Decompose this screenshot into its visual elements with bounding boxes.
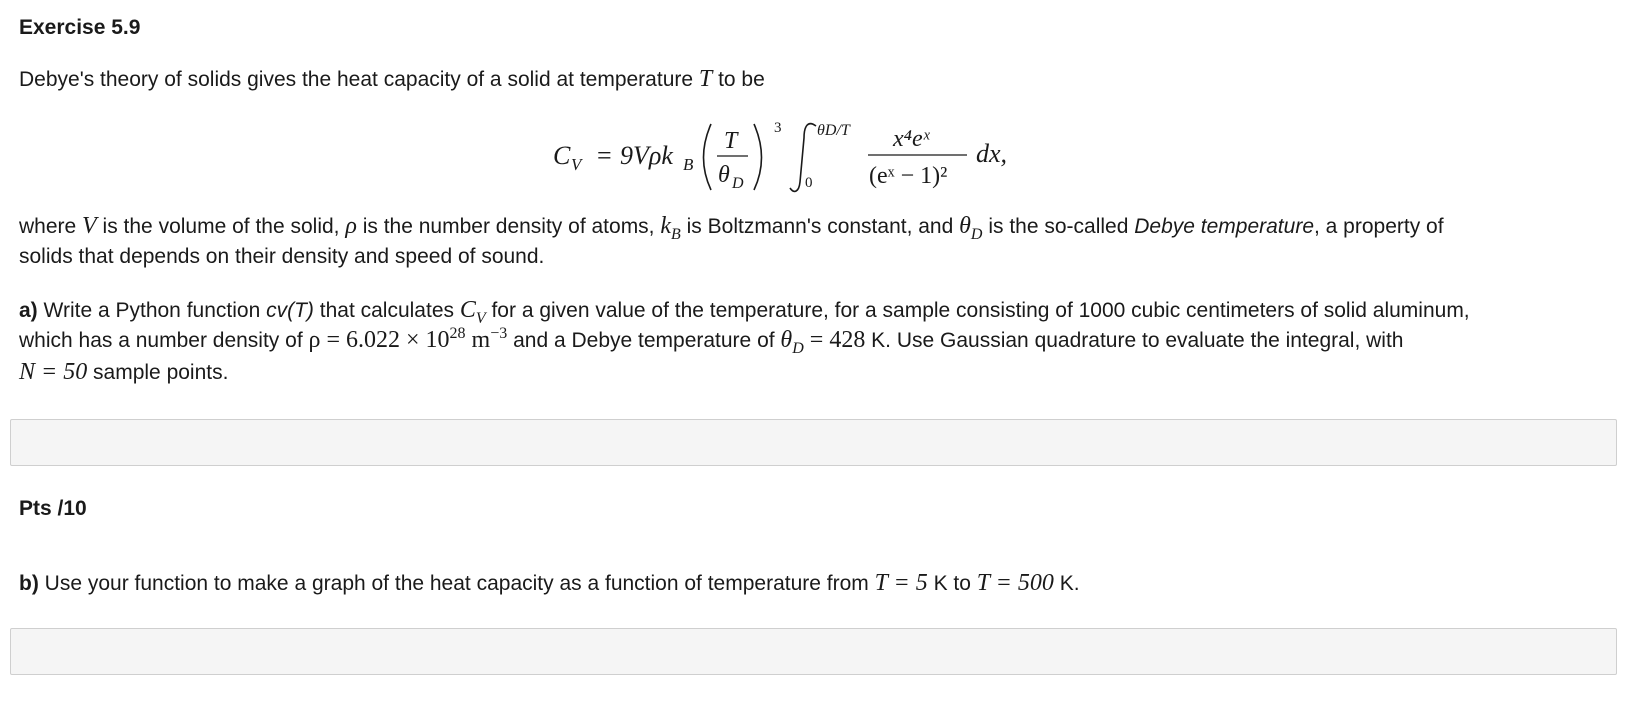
differential: dx, <box>976 139 1008 168</box>
part-a-label: a) <box>19 299 38 322</box>
part-b-text: K. <box>1053 572 1080 595</box>
where-text: is Boltzmann's constant, and <box>680 215 960 238</box>
var-T: T <box>698 66 713 92</box>
function-name: cv(T) <box>266 299 314 322</box>
integral-upper-limit: θD/T <box>817 122 850 139</box>
where-text: , a property of <box>1314 215 1444 238</box>
part-a-text: Write a Python function <box>37 299 267 322</box>
var-C-sub: V <box>475 310 486 327</box>
answer-box-a[interactable] <box>10 419 1617 466</box>
power-exponent: 3 <box>774 120 782 136</box>
part-a-line1 <box>19 297 1470 327</box>
part-a-text: sample points. <box>87 361 229 384</box>
where-paragraph <box>19 213 1444 243</box>
var-kB-sub: B <box>671 226 681 243</box>
exercise-title: Exercise 5.9 <box>19 16 141 39</box>
answer-box-b[interactable] <box>10 628 1617 675</box>
part-b-label: b) <box>19 572 39 595</box>
intro-text-end: to be <box>712 68 765 91</box>
var-V: V <box>82 213 97 239</box>
integrand-numerator: x⁴eˣ <box>893 126 930 152</box>
eq-lhs: C <box>553 141 571 170</box>
frac-denominator: θ <box>718 162 730 188</box>
part-a-line3 <box>19 359 228 386</box>
T-end: T = 500 <box>976 570 1054 596</box>
theta-value: = 428 <box>803 327 866 353</box>
debye-temperature-term: Debye temperature <box>1134 215 1314 238</box>
eq-lhs-sub: V <box>571 155 582 174</box>
rho-unit-exponent: −3 <box>490 325 508 342</box>
rho-exponent: 28 <box>449 325 466 342</box>
where-text: is the number density of atoms, <box>356 215 661 238</box>
T-start: T = 5 <box>874 570 928 596</box>
part-a-text: K. Use Gaussian quadrature to evaluate the integral, with <box>865 329 1404 352</box>
part-a-line2 <box>19 325 1404 357</box>
where-text: where <box>19 215 83 238</box>
part-a-text: that calculates <box>313 299 460 322</box>
points-label: Pts /10 <box>19 497 87 520</box>
part-b-line <box>19 570 1080 597</box>
debye-heat-capacity-equation <box>553 112 1060 202</box>
part-a-text: which has a number density of <box>19 329 309 352</box>
theta-symbol: θ <box>780 327 793 353</box>
integral-lower-limit: 0 <box>805 175 813 191</box>
N-expression: N = 50 <box>19 359 88 385</box>
part-b-text: Use your function to make a graph of the heat capacity as a function of temperature from <box>38 572 875 595</box>
right-paren <box>754 124 762 190</box>
part-b-text: K to <box>927 572 977 595</box>
intro-paragraph <box>19 66 765 93</box>
var-rho: ρ <box>345 213 357 239</box>
var-C: C <box>459 297 476 323</box>
var-theta-sub: D <box>970 226 983 243</box>
where-text: is the so-called <box>982 215 1135 238</box>
intro-text: Debye's theory of solids gives the heat capacity of a solid at temperature <box>19 68 699 91</box>
eq-prefactor-sub: B <box>683 155 694 174</box>
frac-numerator: T <box>724 128 738 154</box>
where-paragraph-line2: solids that depends on their density and speed of sound. <box>19 245 545 268</box>
rho-unit: m <box>465 327 491 353</box>
var-kB: k <box>660 213 672 239</box>
eq-equals: = <box>597 141 612 170</box>
eq-prefactor: 9Vρk <box>620 141 673 170</box>
left-paren <box>704 124 712 190</box>
part-a-text: for a given value of the temperature, for a sample consisting of 1000 cubic centimeters of solid aluminum, <box>485 299 1470 322</box>
rho-expression: ρ = 6.022 × 10 <box>308 327 450 353</box>
frac-denominator-sub: D <box>732 175 744 192</box>
integrand-denominator: (eˣ − 1)² <box>869 163 948 189</box>
where-text: is the volume of the solid, <box>96 215 346 238</box>
part-a-text: and a Debye temperature of <box>507 329 781 352</box>
theta-sub: D <box>792 340 804 357</box>
var-theta: θ <box>959 213 971 239</box>
